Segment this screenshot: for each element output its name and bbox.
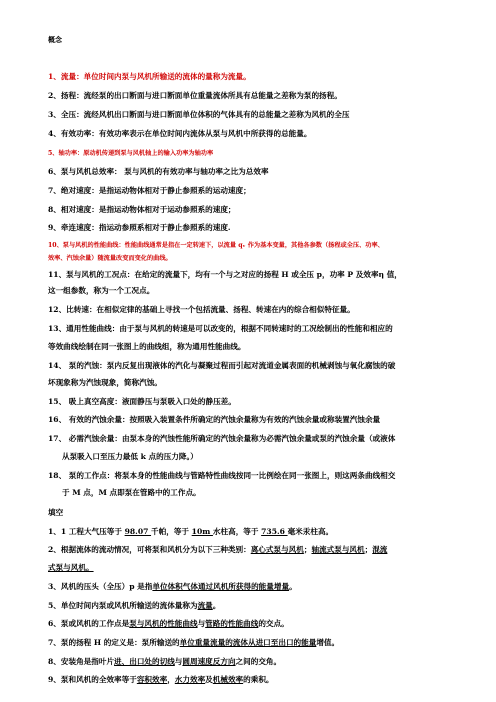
concept-11-line-2: 这一组参数，称为一个工况点。 — [48, 286, 155, 295]
fill-7-answer: 单位重量流量的流体从进口至出口的能量 — [179, 638, 317, 647]
fill-5-text-c: 。 — [212, 601, 221, 610]
fill-8-text-c: 与 — [174, 657, 183, 666]
fill-2-text-a: 2、根据流体的流动情况，可将泵和风机分为以下三种类别： — [48, 545, 251, 554]
fill-5 — [48, 600, 220, 611]
fill-6-text-a: 6、泵或风机的工作点是 — [48, 619, 130, 628]
fill-1-answer-3: 735.6 — [261, 527, 288, 536]
concept-14-line-1: 14、 泵的汽蚀：泵内反复出现液体的汽化与凝聚过程而引起对流道金属表面的机械剥蚀与氧化腐蚀的破 — [48, 361, 396, 370]
fill-1-answer-2: 10m — [191, 527, 213, 536]
fill-6-answer-2: 管路的性能曲线 — [205, 619, 259, 628]
fill-2-text-d: ； — [364, 545, 373, 554]
concept-10-line-2: 效率、汽蚀余量）随流量改变而变化的曲线。 — [48, 255, 172, 262]
concept-4: 4、有效功率：有效功率表示在单位时间内流体从泵与风机中所获得的总能量。 — [48, 129, 312, 138]
fill-8 — [48, 656, 281, 667]
fill-2-answer-2: 轴流式泵与风机 — [311, 545, 365, 554]
concept-5: 5、轴功率：原动机传递到泵与风机轴上的输入功率为轴功率 — [48, 150, 214, 157]
concept-1: 1、流量：单位时间内泵与风机所输送的流体的量称为流量。 — [48, 72, 251, 81]
concept-11-line-1: 11、泵与风机的工况点：在给定的流量下，均有一个与之对应的扬程 H 或全压 p，功率 P 及效率η 值， — [48, 270, 402, 279]
concept-6: 6、泵与风机总效率： 泵与风机的有效功率与轴功率之比为总效率 — [48, 167, 269, 176]
fill-2-answer-3: 混流 — [372, 545, 388, 554]
concept-2: 2、扬程：流经泵的出口断面与进口断面单位重量流体所具有总能量之差称为泵的扬程。 — [48, 91, 342, 100]
fill-7-text-a: 7、泵的扬程 H 的定义是：泵所输送的 — [48, 638, 180, 647]
concept-8: 8、相对速度：是指运动物体相对于运动参照系的速度； — [48, 205, 236, 214]
fill-2-answer-3-cont: 式泵与风机。 — [48, 563, 94, 572]
fill-6-text-d: 的交点。 — [258, 619, 289, 628]
fill-3-text-c: 。 — [289, 582, 297, 591]
fill-5-answer: 流量 — [197, 601, 213, 610]
concept-15: 15、 吸上真空高度：液面静压与泵吸入口处的静压差。 — [48, 397, 236, 406]
fill-9 — [48, 674, 274, 685]
fill-9-text-d: 及 — [205, 675, 213, 684]
fill-1-text-a: 1、1 工程大气压等于 — [48, 527, 125, 536]
concept-13-line-2: 等效曲线绘制在同一张图上的曲线组，称为通用性能曲线。 — [48, 342, 246, 351]
fill-2-answer-1: 离心式泵与风机 — [250, 545, 304, 554]
fill-1-answer-1: 98.07 — [124, 527, 152, 536]
fill-3-text-a: 3、风机的压头（全压）p 是指 — [48, 582, 153, 591]
concept-7: 7、绝对速度：是指运动物体相对于静止参照系的运动速度； — [48, 186, 251, 195]
fill-9-answer-2: 水力效率 — [174, 675, 206, 684]
fill-2-line-2 — [48, 562, 94, 573]
fill-6-text-c: 与 — [197, 619, 206, 628]
fill-7-text-c: 增值。 — [316, 638, 340, 647]
fill-5-text-a: 5、单位时间内泵或风机所输送的流体量称为 — [48, 601, 198, 610]
concept-13-line-1: 13、通用性能曲线：由于泵与风机的转速是可以改变的，根据不同转速时的工况绘制出的性能和相应的 — [48, 324, 393, 333]
fill-6-answer-1: 泵与风机的性能曲线 — [129, 619, 198, 628]
fill-9-text-c: ， — [167, 675, 175, 684]
fill-1-text-e: 毫米汞柱高。 — [287, 527, 334, 536]
section-heading-fill-in: 填空 — [48, 508, 64, 517]
fill-9-answer-1: 容积效率 — [136, 675, 168, 684]
concept-18-line-1: 18、 泵的工作点：将泵本身的性能曲线与管路特性曲线按同一比例绘在同一张图上，则这两条曲线相交 — [48, 471, 396, 480]
fill-1-text-c: 千帕，等于 — [151, 527, 192, 536]
concept-9: 9、牵连速度：指运动参照系相对于静止参照系的速度. — [48, 223, 231, 232]
fill-8-answer-2: 圆周速度反方向 — [182, 657, 236, 666]
fill-8-text-a: 8、安装角是指叶片 — [48, 657, 115, 666]
fill-1 — [48, 526, 333, 537]
fill-6 — [48, 618, 289, 629]
fill-8-text-d: 之间的交角。 — [235, 657, 282, 666]
concept-16: 16、 有效的汽蚀余量：按照吸入装置条件所确定的汽蚀余量称为有效的汽蚀余量或称装置汽蚀余量 — [48, 415, 381, 424]
concept-14-line-2: 坏现象称为汽蚀现象，简称汽蚀。 — [48, 378, 162, 387]
section-heading-concepts: 概念 — [48, 35, 62, 44]
fill-1-text-d: 水柱高，等于 — [212, 527, 262, 536]
fill-2-text-c: ； — [303, 545, 312, 554]
concept-17-line-1: 17、 必需汽蚀余量：由泵本身的汽蚀性能所确定的汽蚀余量称为必需汽蚀余量或泵的汽蚀余量（或液体 — [48, 434, 396, 443]
fill-8-answer-1: 进、出口处的切线 — [114, 657, 175, 666]
fill-7 — [48, 637, 339, 648]
concept-12: 12、比转速：在相似定律的基础上寻找一个包括流量、扬程、转速在内的综合相似特征量。 — [48, 305, 355, 314]
fill-9-text-e: 的乘积。 — [243, 675, 274, 684]
concept-18-line-2: 于 M 点，M 点即泵在管路中的工作点。 — [62, 488, 201, 497]
fill-2-line-1 — [48, 544, 387, 555]
fill-3 — [48, 581, 297, 592]
fill-3-answer: 单位体积气体通过风机所获得的能量增量 — [152, 582, 290, 591]
fill-9-answer-3: 机械效率 — [212, 675, 244, 684]
concept-3: 3、全压：流经风机出口断面与进口断面单位体积的气体具有的总能量之差称为风机的全压 — [48, 110, 350, 119]
fill-9-text-a: 9、泵和风机的全效率等于 — [48, 675, 137, 684]
concept-17-line-2: 从泵吸入口至压力最低 k 点的压力降。） — [62, 452, 198, 461]
concept-10-line-1: 10、泵与风机的性能曲线：性能曲线通常是指在一定转速下，以流量 qᵥ 作为基本变量，其他各参数（扬程或全压、功率、 — [48, 242, 384, 249]
